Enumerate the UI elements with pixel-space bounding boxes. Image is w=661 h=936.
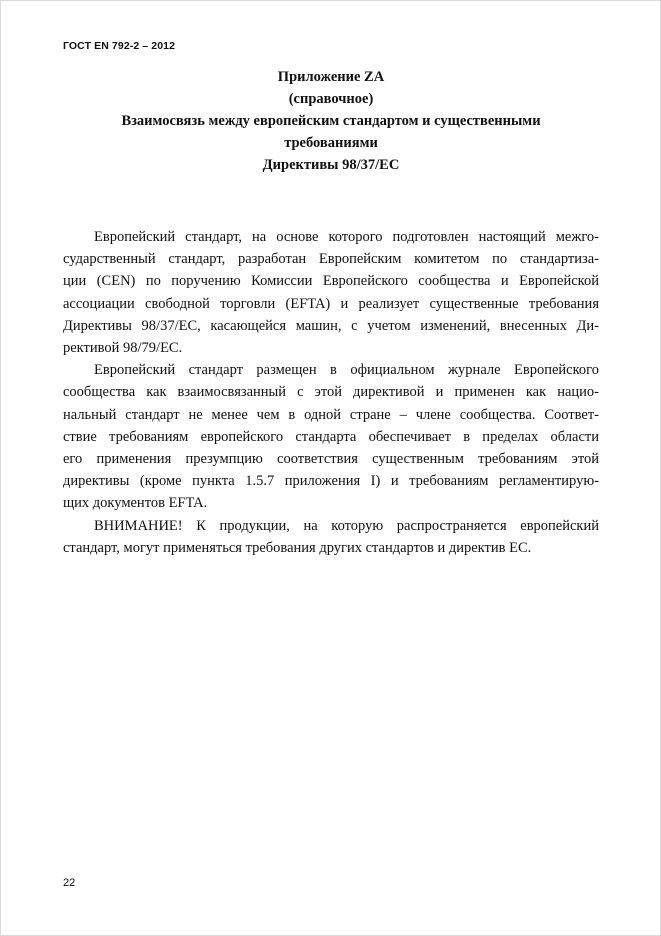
paragraph-1 (63, 226, 599, 359)
paragraph-line: Директивы 98/37/ЕС, касающейся машин, с учетом изменений, внесенных Ди- (63, 317, 599, 334)
paragraph-line: ВНИМАНИЕ! К продукции, на которую распространяется европейский (94, 517, 599, 534)
paragraph-line: щих документов EFTA. (63, 495, 208, 512)
page-number: 22 (63, 877, 76, 889)
document-code: ГОСТ EN 792-2 – 2012 (63, 40, 176, 52)
annex-body (63, 226, 599, 559)
paragraph-line: Европейский стандарт, на основе которого подготовлен настоящий межго- (94, 229, 599, 245)
annex-heading-line-2: требованиями (284, 135, 378, 151)
paragraph-line: рективой 98/79/ЕС. (63, 340, 183, 357)
paragraph-2 (63, 359, 599, 514)
paragraph-line: сообщества как взаимосвязанный с этой директивой и применен как нацио- (63, 384, 599, 401)
paragraph-line: Европейский стандарт размещен в официальном журнале Европейского (94, 362, 599, 379)
paragraph-line: ции (CEN) по поручению Комиссии Европейского сообщества и Европейской (63, 273, 599, 290)
paragraph-line: стандарт, могут применяться требования других стандартов и директив ЕС. (63, 539, 532, 556)
paragraph-line: сударственный стандарт, разработан Европейским комитетом по стандартиза- (63, 251, 599, 268)
paragraph-line: его применения презумпцию соответствия существенным требованиям этой (63, 451, 599, 468)
annex-subtitle: (справочное) (288, 91, 374, 107)
paragraph-line: ствие требованиям европейского стандарта обеспечивает в пределах области (63, 428, 599, 445)
annex-title: Приложение ZA (277, 69, 385, 85)
paragraph-line: ассоциации свободной торговли (EFTA) и реализует существенные требования (63, 295, 599, 312)
annex-heading-line-3: Директивы 98/37/ЕС (262, 157, 400, 173)
paragraph-3 (63, 515, 599, 559)
annex-heading-line-1: Взаимосвязь между европейским стандартом и существенными (121, 113, 541, 129)
paragraph-line: нальный стандарт не менее чем в одной стране – члене сообщества. Соответ- (63, 406, 599, 423)
paragraph-line: директивы (кроме пункта 1.5.7 приложения I) и требованиям регламентирую- (63, 473, 599, 490)
annex-heading (63, 66, 599, 176)
